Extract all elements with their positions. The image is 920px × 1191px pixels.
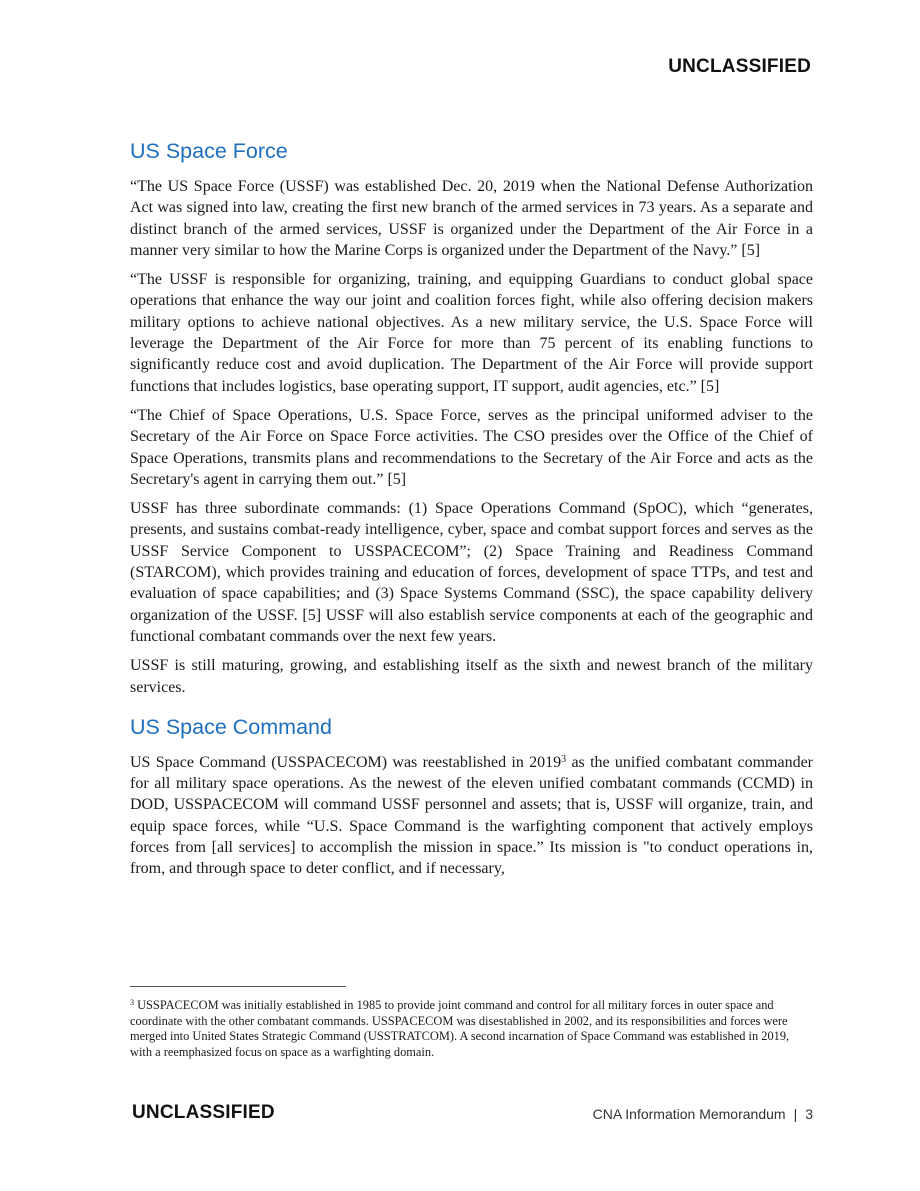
page-footer bbox=[593, 1106, 813, 1122]
paragraph: “The US Space Force (USSF) was established Dec. 20, 2019 when the National Defense Authorization Act was signed into law, creating the first new branch of the armed services in 73 years. As a separate and distinct branch of the armed services, USSF is organized under the Department of the Air Force in a manner very similar to how the Marine Corps is organized under the Department of the Navy.” [5] bbox=[130, 178, 813, 259]
paragraph: “The USSF is responsible for organizing, training, and equipping Guardians to conduct global space operations that enhance the way our joint and coalition forces fight, while also offering decision makers military options to achieve national objectives. As a new military service, the U.S. Space Force will leverage the Department of the Air Force for more than 75 percent of its enabling functions to significantly reduce cost and avoid duplication. The Department of the Air Force will provide support functions that includes logistics, base operating support, IT support, audit agencies, etc.” [5] bbox=[130, 271, 813, 395]
paragraph-text: US Space Command (USSPACECOM) was reestablished in 2019 bbox=[130, 753, 562, 771]
footnote-text: USSPACECOM was initially established in 1985 to provide joint command and control for all military forces in outer space and coordinate with the other combatant commands. USSPACECOM was disestablished in 2002, and its responsibilities and forces were merged into United States Strategic Command (USSTRATCOM). A second incarnation of Space Command was established in 2019, with a reemphasized focus on space as a warfighting domain. bbox=[130, 998, 790, 1059]
footnote bbox=[130, 998, 813, 1060]
section-heading: US Space Force bbox=[130, 139, 288, 163]
document-body bbox=[130, 136, 813, 888]
paragraph bbox=[130, 752, 813, 880]
paragraph: “The Chief of Space Operations, U.S. Space Force, serves as the principal uniformed adviser to the Secretary of the Air Force on Space Force activities. The CSO presides over the Office of the Chief of Space Operations, transmits plans and recommendations to the Secretary of the Air Force and acts as the Secretary's agent in carrying them out.” [5] bbox=[130, 406, 813, 488]
paragraph: USSF has three subordinate commands: (1) Space Operations Command (SpOC), which “generates, presents, and sustains combat-ready intelligence, cyber, space and combat support forces and serves as the USSF Service Component to USSPACECOM”; (2) Space Training and Readiness Command (STARCOM), which provides training and education of forces, development of space TTPs, and test and evaluation of space capabilities; and (3) Space Systems Command (SSC), the space capability delivery organization of the USSF. [5] USSF will also establish service components at each of the geographic and functional combatant commands over the next few years. bbox=[130, 500, 813, 645]
paragraph-text: as the unified combatant commander for all military space operations. As the newest of the eleven unified combatant commands (CCMD) in DOD, USSPACECOM will command USSF personnel and assets; that is, USSF will organize, train, and equip space forces, while “U.S. Space Command is the warfighting component that actively employs forces from [all services] to accomplish the mission in space.” Its mission is "to conduct operations in, from, and through space to deter conflict, and if necessary, bbox=[130, 753, 814, 878]
paragraph: USSF is still maturing, growing, and establishing itself as the sixth and newest branch of the military services. bbox=[130, 657, 813, 696]
footnote-reference[interactable]: 3 bbox=[561, 753, 567, 765]
classification-marking-top: UNCLASSIFIED bbox=[668, 56, 811, 77]
footnote-divider bbox=[130, 986, 346, 987]
footnote-number: 3 bbox=[130, 998, 134, 1007]
page-number: 3 bbox=[805, 1106, 813, 1122]
section-us-space-command bbox=[130, 712, 813, 880]
footer-separator: | bbox=[793, 1106, 798, 1122]
section-heading: US Space Command bbox=[130, 714, 332, 739]
classification-marking-bottom: UNCLASSIFIED bbox=[132, 1102, 275, 1123]
section-us-space-force bbox=[130, 136, 813, 698]
publication-name: CNA Information Memorandum bbox=[592, 1106, 786, 1122]
